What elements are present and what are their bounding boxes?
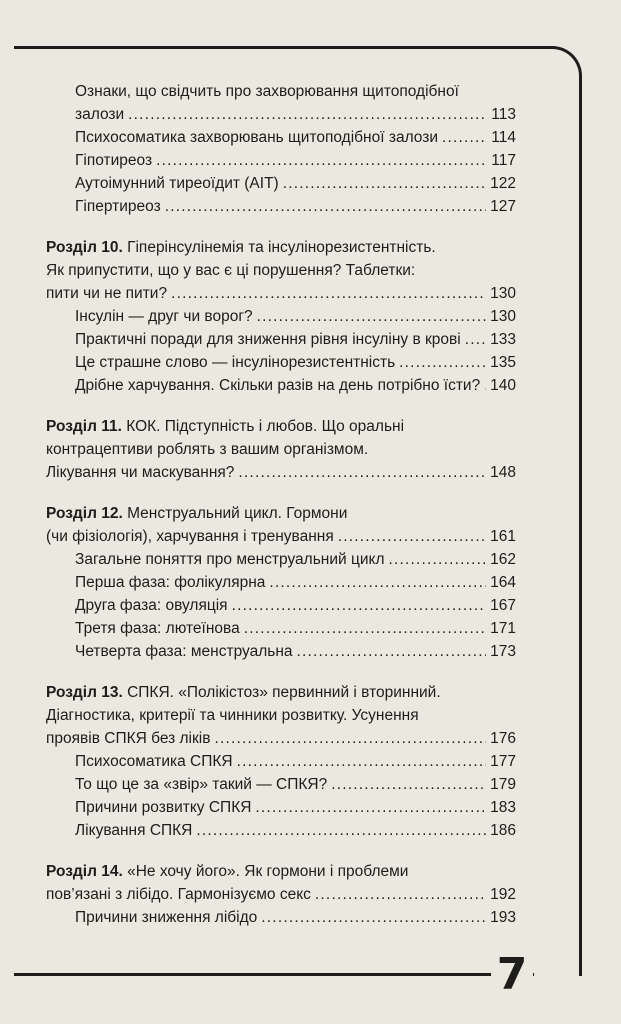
toc-entry xyxy=(75,820,516,842)
toc-chapter-line xyxy=(46,705,516,727)
dot-leader xyxy=(283,173,486,195)
toc-page-number: 162 xyxy=(490,551,516,568)
toc-page-number: 117 xyxy=(491,152,516,169)
dot-leader xyxy=(128,104,486,126)
toc-entry-text: Лікування СПКЯ xyxy=(75,822,193,839)
toc-entry xyxy=(75,774,516,796)
toc-entry-text: пов’язані з лібідо. Гармонізуємо секс xyxy=(46,886,311,903)
toc-page-number: 135 xyxy=(490,354,516,371)
toc-entry-title xyxy=(46,416,404,438)
toc-chapter-line xyxy=(46,503,516,525)
dot-leader xyxy=(442,127,486,149)
dot-leader xyxy=(165,196,486,218)
dot-leader xyxy=(261,907,486,929)
toc-entry-text: Інсулін — друг чи ворог? xyxy=(75,308,253,325)
toc-entry-text: залози xyxy=(75,106,125,123)
toc-entry-title xyxy=(75,751,233,773)
toc-entry-text: Гіпотиреоз xyxy=(75,152,153,169)
toc-entry-title xyxy=(46,861,408,883)
toc-entry-title xyxy=(75,352,395,374)
toc-entry-text: Третя фаза: лютеїнова xyxy=(75,620,240,637)
toc-entry xyxy=(75,641,516,663)
toc-chapter-line xyxy=(46,861,516,883)
toc-entry-title xyxy=(46,439,368,461)
dot-leader xyxy=(484,375,486,397)
dot-leader xyxy=(257,306,486,328)
toc-entry-title xyxy=(75,173,279,195)
toc-entry-title xyxy=(46,237,436,259)
toc-entry-title xyxy=(46,260,415,282)
toc-entry-title xyxy=(75,81,459,103)
toc-page-number: 148 xyxy=(490,464,516,481)
toc-entry-text: То що це за «звір» такий — СПКЯ? xyxy=(75,776,328,793)
toc-page-number: 183 xyxy=(490,799,516,816)
toc-entry-text: контрацептиви роблять з вашим організмом. xyxy=(46,441,369,458)
toc-entry xyxy=(75,173,516,195)
toc-entry xyxy=(75,572,516,594)
toc-entry xyxy=(75,549,516,571)
dot-leader xyxy=(338,526,486,548)
dot-leader xyxy=(315,884,486,906)
dot-leader xyxy=(399,352,486,374)
toc-entry-title xyxy=(75,127,438,149)
dot-leader xyxy=(156,150,486,172)
toc-entry-title xyxy=(75,797,251,819)
dot-leader xyxy=(214,728,486,750)
toc-chapter-line xyxy=(46,462,516,484)
toc-entry-title xyxy=(75,150,152,172)
toc-entry-title xyxy=(46,503,347,525)
toc-entry-title xyxy=(75,641,293,663)
toc-page-number: 130 xyxy=(490,308,516,325)
toc-entry xyxy=(75,306,516,328)
toc-page-number: 133 xyxy=(490,331,516,348)
toc-page-number: 192 xyxy=(490,886,516,903)
toc-entry-text: Менструальний цикл. Гормони xyxy=(122,505,348,522)
dot-leader xyxy=(465,329,486,351)
toc-entry xyxy=(75,150,516,172)
toc-page-number: 122 xyxy=(490,175,516,192)
toc-entry-title xyxy=(75,774,327,796)
dot-leader xyxy=(237,751,486,773)
chapter-label: Розділ 10. xyxy=(46,239,123,256)
toc-page-number: 140 xyxy=(490,377,516,394)
toc-entry-text: Гіперінсулінемія та інсулінорезистентність. xyxy=(122,239,436,256)
toc-page-number: 114 xyxy=(491,129,516,146)
toc-chapter-line xyxy=(46,260,516,282)
toc-entry-title xyxy=(46,728,210,750)
toc-entry-text: Перша фаза: фолікулярна xyxy=(75,574,266,591)
toc-entry-text: Це страшне слово — інсулінорезистентність xyxy=(75,354,396,371)
toc-entry-title xyxy=(75,907,257,929)
toc-chapter-line xyxy=(46,526,516,548)
toc-entry-title xyxy=(46,462,234,484)
toc-entry-title xyxy=(46,884,311,906)
toc-chapter-line xyxy=(46,682,516,704)
dot-leader xyxy=(232,595,486,617)
toc-entry xyxy=(75,352,516,374)
toc-page-number: 177 xyxy=(490,753,516,770)
dot-leader xyxy=(297,641,486,663)
toc-page-number: 161 xyxy=(490,528,516,545)
toc-entry-text: пити чи не пити? xyxy=(46,285,168,302)
toc-entry-text: Аутоімунний тиреоїдит (АІТ) xyxy=(75,175,279,192)
toc-chapter-line xyxy=(46,884,516,906)
toc-entry-text: «Не хочу його». Як гормони і проблеми xyxy=(122,863,409,880)
toc-page-number: 186 xyxy=(490,822,516,839)
toc-entry xyxy=(75,104,516,126)
toc-chapter-line xyxy=(46,439,516,461)
toc-entry xyxy=(75,618,516,640)
toc-chapter-line xyxy=(46,283,516,305)
toc-entry-text: Ознаки, що свідчить про захворювання щитоподібної xyxy=(75,83,459,100)
toc-entry-title xyxy=(75,306,253,328)
dot-leader xyxy=(269,572,486,594)
toc-page-number: 179 xyxy=(490,776,516,793)
toc-entry-title xyxy=(75,196,161,218)
page-number: 7 xyxy=(491,950,533,1000)
toc-entry-title xyxy=(75,375,480,397)
toc-entry-text: Четверта фаза: менструальна xyxy=(75,643,293,660)
toc-chapter-line xyxy=(46,237,516,259)
toc-entry xyxy=(75,907,516,929)
toc-page-number: 164 xyxy=(490,574,516,591)
toc-page-number: 127 xyxy=(490,198,516,215)
chapter-label: Розділ 14. xyxy=(46,863,123,880)
toc-page-number: 130 xyxy=(490,285,516,302)
dot-leader xyxy=(244,618,486,640)
toc-entry-text: Лікування чи маскування? xyxy=(46,464,235,481)
toc-entry-title xyxy=(46,526,334,548)
toc-entry-text: Психосоматика СПКЯ xyxy=(75,753,233,770)
toc-entry-text: Причини зниження лібідо xyxy=(75,909,258,926)
toc-entry xyxy=(75,329,516,351)
chapter-label: Розділ 11. xyxy=(46,418,122,435)
dot-leader xyxy=(389,549,487,571)
toc-entry-title xyxy=(46,682,441,704)
toc-entry-title xyxy=(46,283,167,305)
toc-entry-text: Дрібне харчування. Скільки разів на день потрібно їсти? xyxy=(75,377,481,394)
toc-entry-text: (чи фізіологія), харчування і тренування xyxy=(46,528,334,545)
toc-entry xyxy=(75,81,516,103)
dot-leader xyxy=(238,462,486,484)
toc-chapter-line xyxy=(46,728,516,750)
toc-entry-text: Гіпертиреоз xyxy=(75,198,161,215)
toc-entry-title xyxy=(75,549,385,571)
toc-entry-title xyxy=(46,705,419,727)
toc-entry-title xyxy=(75,595,228,617)
toc-entry-title xyxy=(75,104,124,126)
toc-entry xyxy=(75,797,516,819)
toc-entry-title xyxy=(75,618,240,640)
toc-page-number: 173 xyxy=(490,643,516,660)
toc-entry-text: Психосоматика захворювань щитоподібної залози xyxy=(75,129,439,146)
toc-page-number: 193 xyxy=(490,909,516,926)
toc-entry-text: Загальне поняття про менструальний цикл xyxy=(75,551,385,568)
toc-entry-text: проявів СПКЯ без ліків xyxy=(46,730,211,747)
toc-entry xyxy=(75,751,516,773)
toc-entry-title xyxy=(75,820,192,842)
toc-entry xyxy=(75,595,516,617)
toc-entry-text: Практичні поради для зниження рівня інсуліну в крові xyxy=(75,331,461,348)
toc-chapter-line xyxy=(46,416,516,438)
toc-entry-title xyxy=(75,572,265,594)
dot-leader xyxy=(331,774,486,796)
toc-entry-title xyxy=(75,329,461,351)
toc-entry-text: Як припустити, що у вас є ці порушення? Таблетки: xyxy=(46,262,416,279)
toc-entry-text: Друга фаза: овуляція xyxy=(75,597,228,614)
chapter-label: Розділ 12. xyxy=(46,505,123,522)
dot-leader xyxy=(255,797,486,819)
toc-entry xyxy=(75,127,516,149)
toc-page-number: 171 xyxy=(490,620,516,637)
toc-entry-text: СПКЯ. «Полікістоз» первинний і вторинний. xyxy=(122,684,441,701)
chapter-label: Розділ 13. xyxy=(46,684,123,701)
toc-page-number: 113 xyxy=(491,106,516,123)
dot-leader xyxy=(171,283,486,305)
toc-page-number: 167 xyxy=(490,597,516,614)
toc-entry xyxy=(75,196,516,218)
toc-entry xyxy=(75,375,516,397)
toc-entry-text: КОК. Підступність і любов. Що оральні xyxy=(121,418,405,435)
toc-entry-text: Причини розвитку СПКЯ xyxy=(75,799,252,816)
dot-leader xyxy=(196,820,486,842)
toc-page-number: 176 xyxy=(490,730,516,747)
toc-entry-text: Діагностика, критерії та чинники розвитку. Усунення xyxy=(46,707,419,724)
